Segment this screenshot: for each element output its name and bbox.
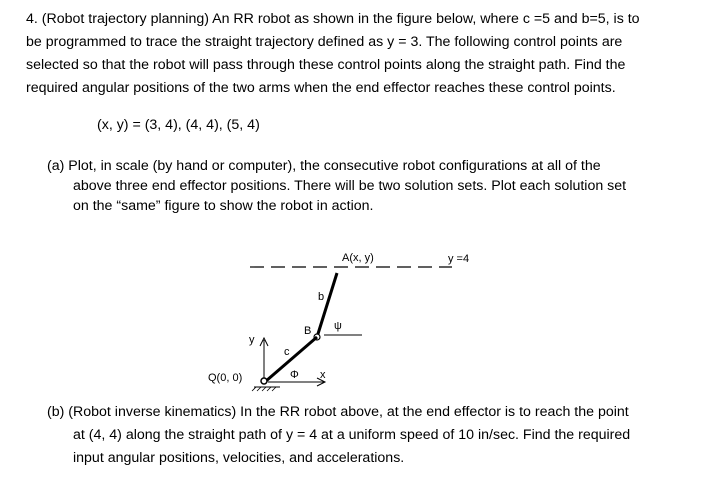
phi-label: Φ (290, 369, 299, 381)
part-a (47, 156, 687, 216)
point-a-label: A(x, y) (342, 252, 374, 264)
joint-b-label: B (304, 325, 312, 337)
ground-hatch-icon (252, 387, 276, 391)
part-a-line: on the “same” figure to show the robot in action. (73, 198, 374, 214)
part-a-line: above three end effector positions. There will be two solution sets. Plot each solution set (73, 178, 627, 194)
line-label: y =4 (448, 253, 470, 265)
psi-label: ψ (334, 320, 342, 332)
rr-robot-figure (200, 240, 500, 400)
origin-joint (261, 378, 267, 384)
control-points: (x, y) = (3, 4), (4, 4), (5, 4) (97, 117, 260, 133)
part-b-line: at (4, 4) along the straight path of y = 4 at a uniform speed of 10 in/sec. Find the required (73, 427, 631, 443)
problem-line: be programmed to trace the straight trajectory defined as y = 3. The following control points are (26, 34, 623, 50)
part-b-line: (b) (Robot inverse kinematics) In the RR robot above, at the end effector is to reach the point (47, 404, 629, 420)
y-axis-label: y (249, 334, 255, 346)
problem-line: selected so that the robot will pass through these control points along the straight path. Find the (26, 57, 626, 73)
link-c-label: c (284, 346, 290, 358)
part-b-line: input angular positions, velocities, and accelerations. (73, 450, 405, 466)
origin-label: Q(0, 0) (208, 372, 243, 384)
problem-line: required angular positions of the two arms when the end effector reaches these control points. (26, 80, 616, 96)
link-b-label: b (318, 291, 325, 303)
problem-statement (26, 8, 694, 100)
x-axis-label: x (320, 369, 326, 381)
part-a-line: (a) Plot, in scale (by hand or computer), the consecutive robot configurations at all of the (47, 158, 601, 174)
part-b (47, 401, 687, 470)
problem-line: 4. (Robot trajectory planning) An RR robot as shown in the figure below, where c =5 and b=5, is to (26, 11, 640, 27)
